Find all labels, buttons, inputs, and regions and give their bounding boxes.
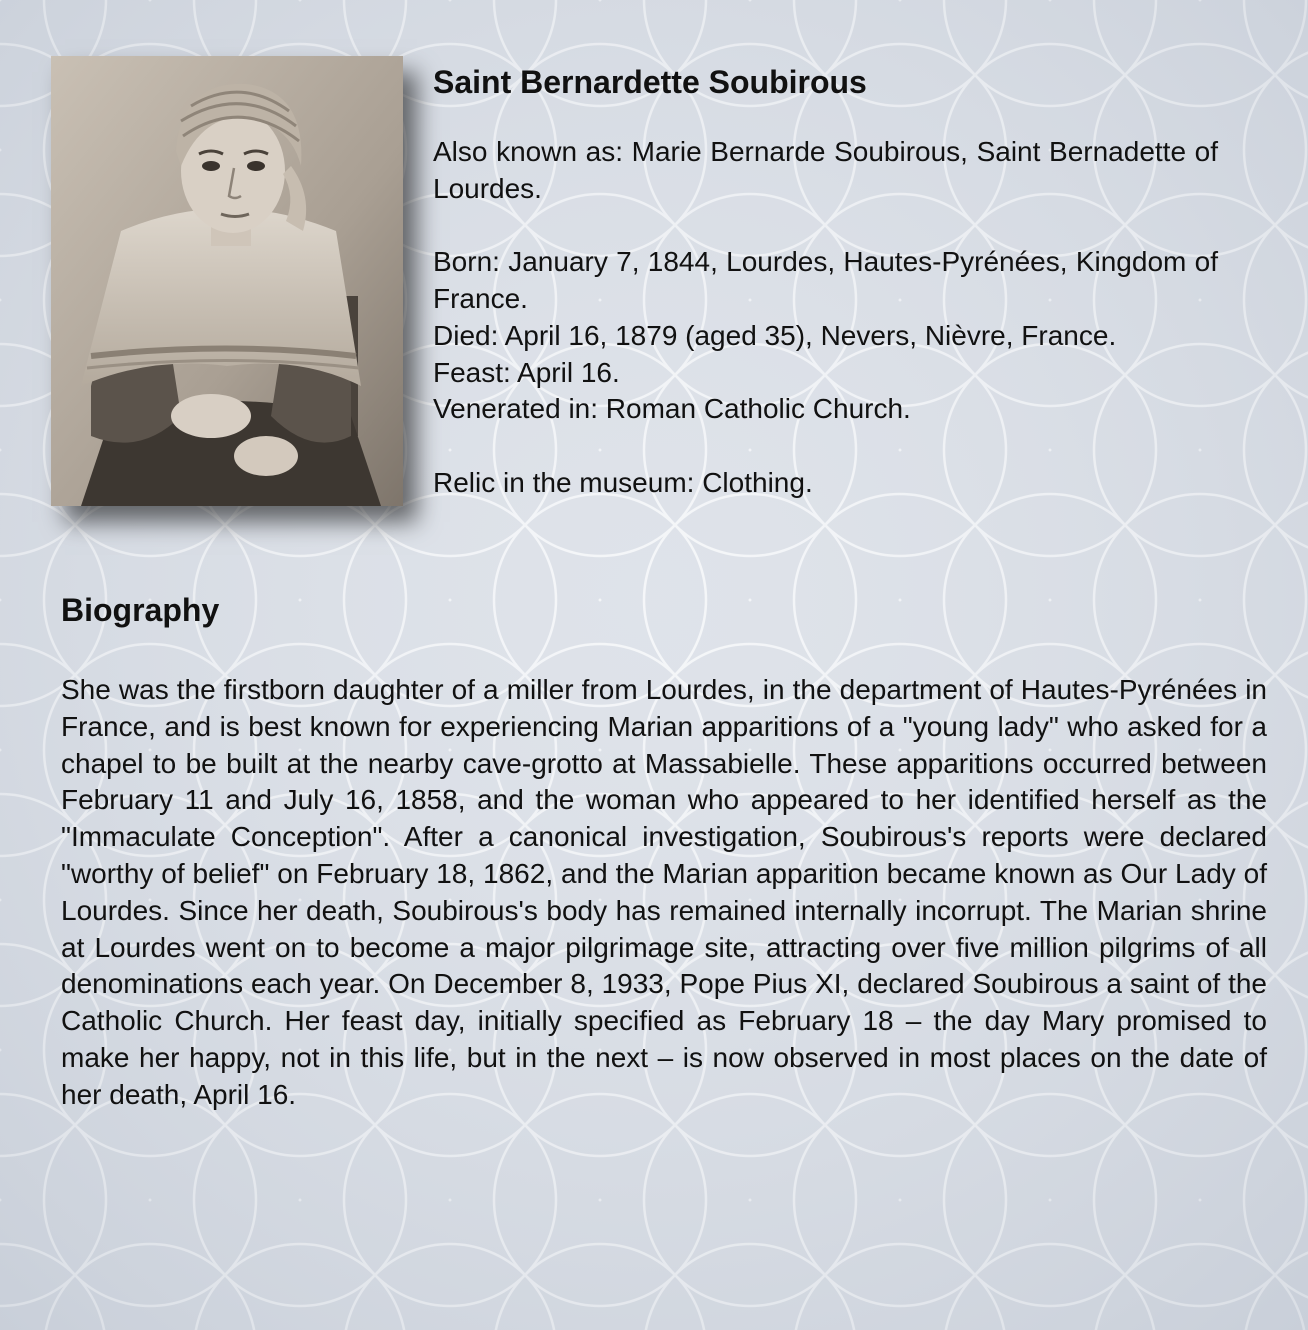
- sepia-portrait-icon: [51, 56, 403, 506]
- also-known-as: Also known as: Marie Bernarde Soubirous, Saint Bernadette of Lourdes.: [433, 136, 1218, 204]
- feast-info: Feast: April 16.: [433, 356, 620, 388]
- saint-portrait: [51, 56, 403, 506]
- relic-info: Relic in the museum: Clothing.: [433, 466, 813, 498]
- saint-info-panel: [433, 62, 1218, 502]
- born-info: Born: January 7, 1844, Lourdes, Hautes-Pyrénées, Kingdom of France.: [433, 246, 1218, 315]
- saint-name: Saint Bernardette Soubirous: [433, 64, 867, 100]
- biography-heading: Biography: [61, 592, 220, 628]
- died-info: Died: April 16, 1879 (aged 35), Nevers, Nièvre, France.: [433, 319, 1117, 351]
- venerated-info: Venerated in: Roman Catholic Church.: [433, 393, 911, 425]
- biography-text: She was the firstborn daughter of a miller from Lourdes, in the department of Hautes-Pyrénées in France, and is best known for experiencing Marian apparitions of a "young lady" who asked for a chapel to be built at the nearby cave-grotto at Massabielle. These apparitions occurred between February 11 and July 16, 1858, and the woman who appeared to her identified herself as the "Immaculate Conception". After a canonical investigation, Soubirous's reports were declared "worthy of belief" on February 18, 1862, and the Marian apparition became known as Our Lady of Lourdes. Since her death, Soubirous's body has remained internally incorrupt. The Marian shrine at Lourdes went on to become a major pilgrimage site, attracting over five million pilgrims of all denominations each year. On December 8, 1933, Pope Pius XI, declared Soubirous a saint of the Catholic Church. Her feast day, initially specified as February 18 – the day Mary promised to make her happy, not in this life, but in the next – is now observed in most places on the date of her death, April 16.: [61, 674, 1267, 1110]
